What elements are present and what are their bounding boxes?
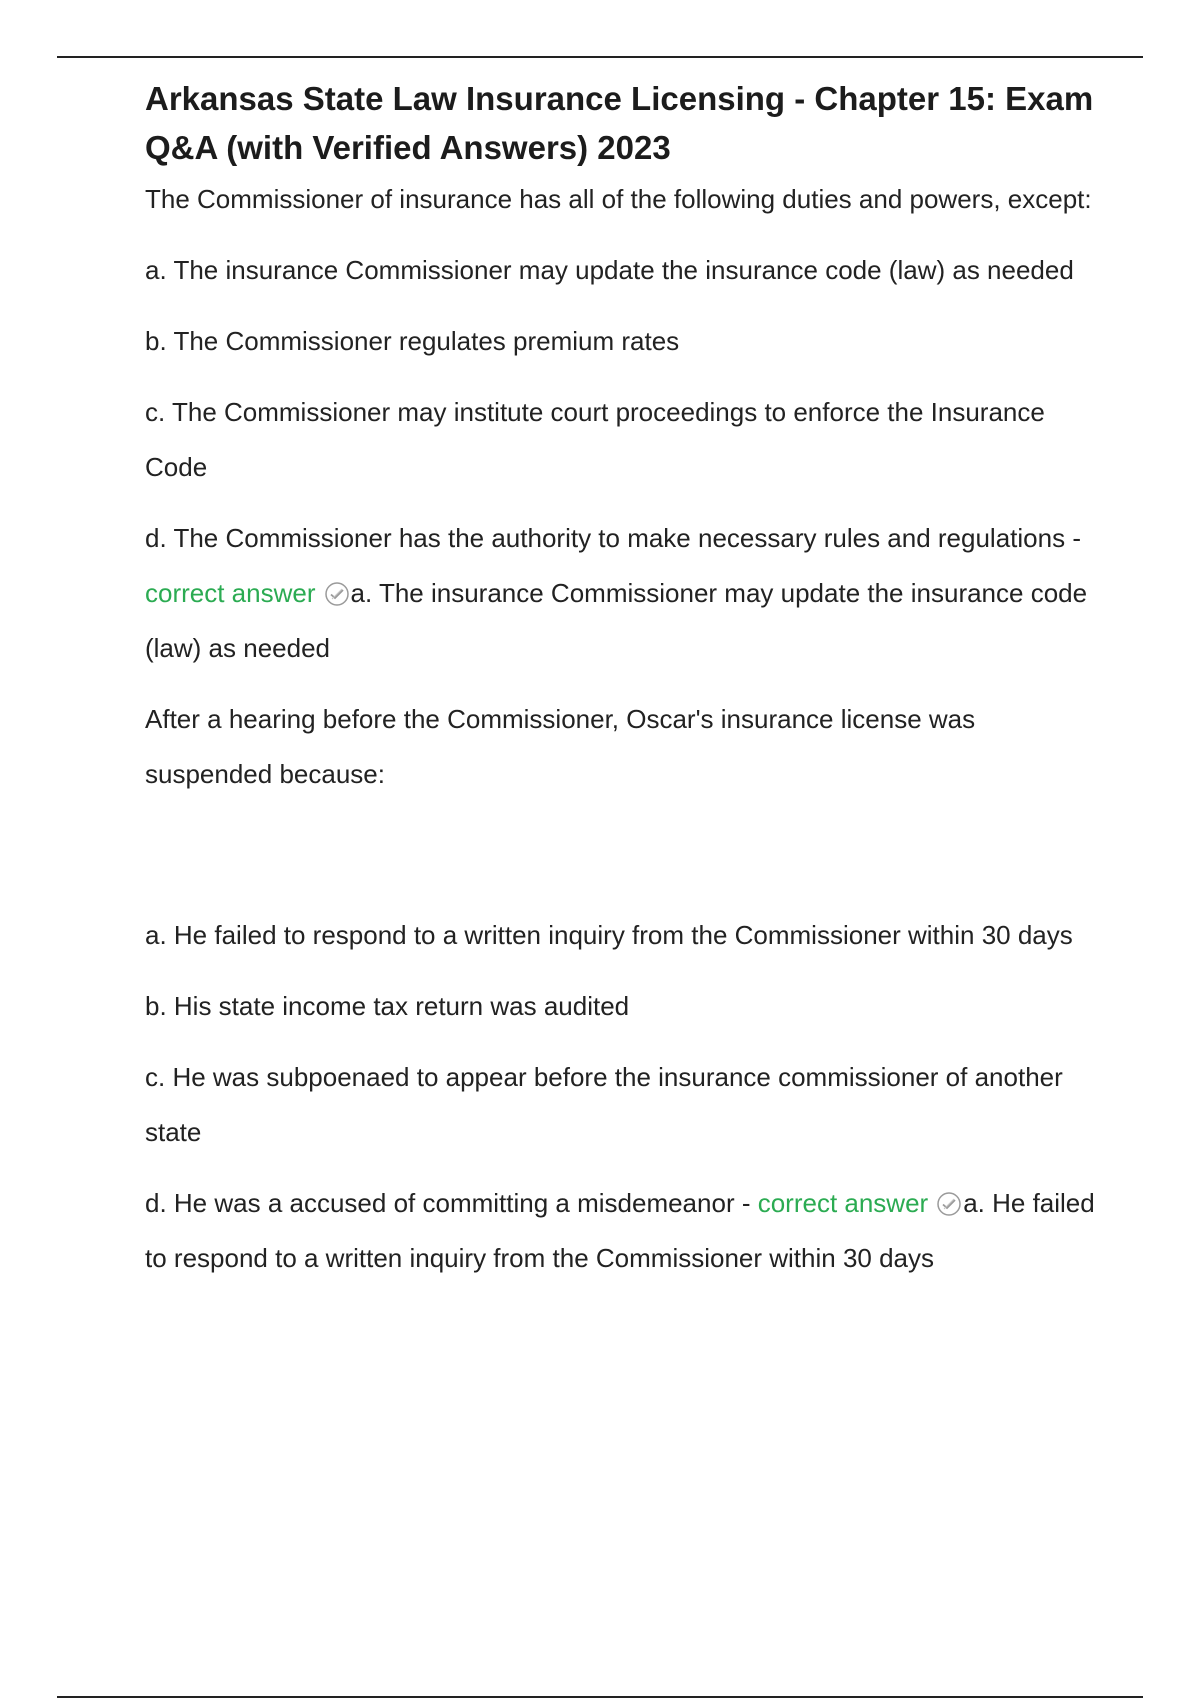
top-rule xyxy=(57,56,1143,58)
correct-answer-label: correct answer xyxy=(757,1188,929,1218)
question-2-answer: a. He failed to respond to a written inquiry from the Commissioner within 30 days xyxy=(145,1188,1095,1273)
question-2-option-a: a. He failed to respond to a written inquiry from the Commissioner within 30 days xyxy=(145,920,1073,950)
question-1-option-c: c. The Commissioner may institute court proceedings to enforce the Insurance Code xyxy=(145,397,1045,482)
question-1-option-a: a. The insurance Commissioner may update the insurance code (law) as needed xyxy=(145,255,1074,285)
question-2-option-b: b. His state income tax return was audited xyxy=(145,991,630,1021)
document-body xyxy=(145,74,1095,1302)
question-2-option-c: c. He was subpoenaed to appear before the insurance commissioner of another state xyxy=(145,1062,1063,1147)
bottom-rule xyxy=(57,1696,1143,1698)
question-1-option-d xyxy=(145,511,1095,676)
blank-space xyxy=(145,818,1095,908)
document-title: Arkansas State Law Insurance Licensing - Chapter 15: Exam Q&A (with Verified Answers) 2023 xyxy=(145,80,1094,166)
question-1-answer: a. The insurance Commissioner may update the insurance code (law) as needed xyxy=(145,578,1088,663)
check-circle-icon xyxy=(936,1191,962,1217)
question-1-option-d-text: d. The Commissioner has the authority to make necessary rules and regulations - xyxy=(145,523,1081,553)
question-1-option-b: b. The Commissioner regulates premium rates xyxy=(145,326,680,356)
question-1-prompt: The Commissioner of insurance has all of the following duties and powers, except: xyxy=(145,184,1092,214)
question-2-option-d-text: d. He was a accused of committing a misdemeanor - xyxy=(145,1188,758,1218)
correct-answer-label: correct answer xyxy=(145,578,316,608)
question-2-option-d xyxy=(145,1176,1095,1286)
question-2-prompt: After a hearing before the Commissioner, Oscar's insurance license was suspended because: xyxy=(145,704,976,789)
check-circle-icon xyxy=(324,581,350,607)
